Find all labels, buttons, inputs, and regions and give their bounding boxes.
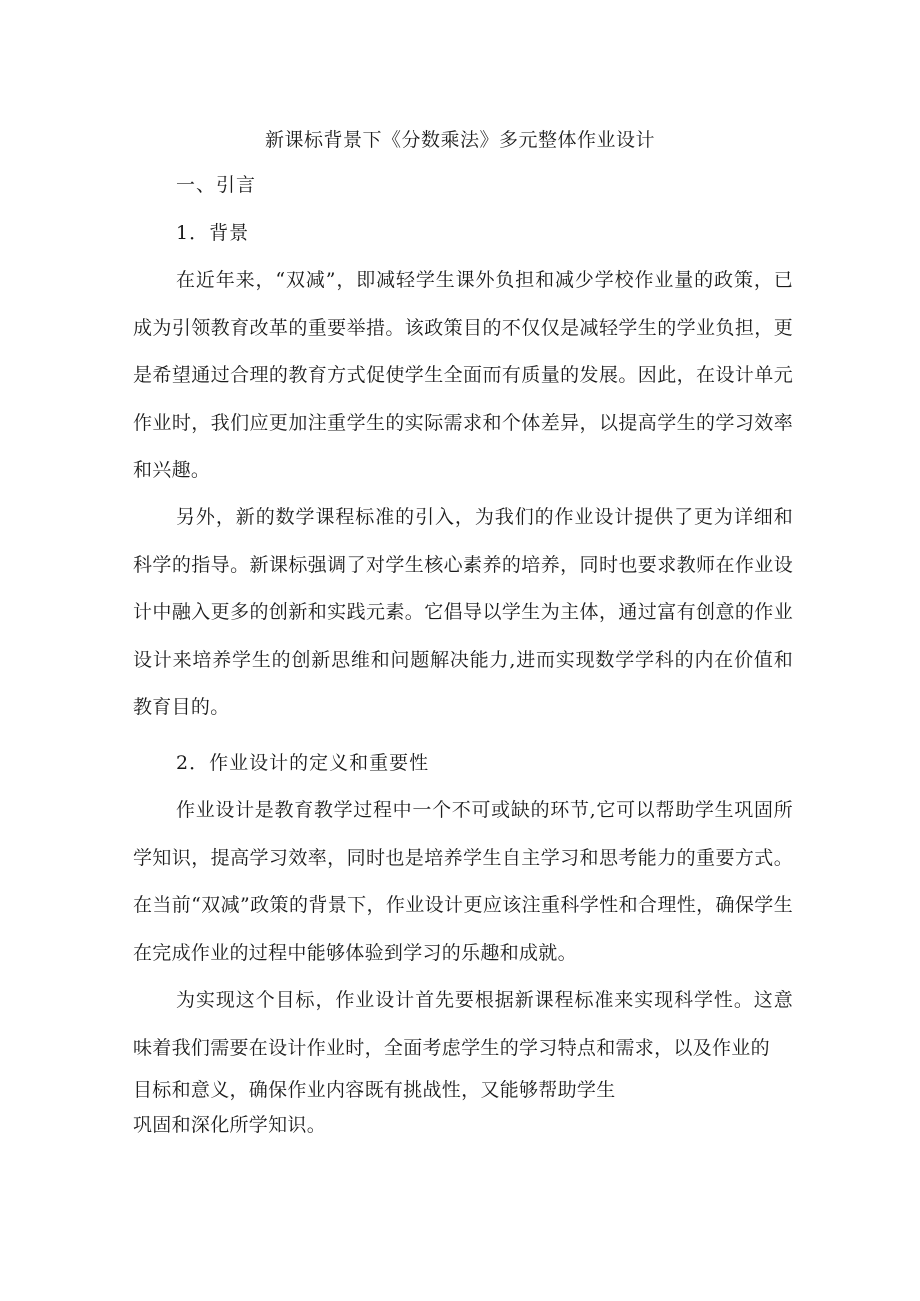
paragraph-definition-1: 作业设计是教育教学过程中一个不可或缺的环节,它可以帮助学生巩固所学知识，提高学习效率，同时也是培养学生自主学习和思考能力的重要方式。在当前“双减”政策的背景下，作业设计更应该注重科学性和合理性，确保学生在完成作业的过程中能够体验到学习的乐趣和成就。 — [133, 799, 793, 964]
paragraph-background-2: 另外，新的数学课程标准的引入，为我们的作业设计提供了更为详细和科学的指导。新课标强调了对学生核心素养的培养，同时也要求教师在作业设计中融入更多的创新和实践元素。它倡导以学生为主体，通过富有创意的作业设计来培养学生的创新思维和问题解决能力,进而实现数学学科的内在价值和教育目的。 — [133, 506, 793, 718]
paragraph-definition-2-line-b: 巩固和深化所学知识。 — [133, 1114, 327, 1136]
document-title: 新课标背景下《分数乘法》多元整体作业设计 — [264, 129, 655, 151]
subsection-heading-definition: 2．作业设计的定义和重要性 — [176, 752, 430, 774]
paragraph-background-1: 在近年来，“双减”，即减轻学生课外负担和减少学校作业量的政策，已成为引领教育改革的重要举措。该政策目的不仅仅是减轻学生的学业负担，更是希望通过合理的教育方式促使学生全面而有质量的发展。因此，在设计单元作业时，我们应更加注重学生的实际需求和个体差异，以提高学生的学习效率和兴趣。 — [133, 269, 793, 481]
subsection-heading-background: 1．背景 — [176, 222, 250, 244]
paragraph-definition-2-line-a: 目标和意义，确保作业内容既有挑战性，又能够帮助学生 — [133, 1079, 616, 1101]
paragraph-definition-2: 为实现这个目标，作业设计首先要根据新课程标准来实现科学性。这意味着我们需要在设计作业时，全面考虑学生的学习特点和需求，以及作业的 — [133, 989, 793, 1059]
section-heading-introduction: 一、引言 — [176, 174, 257, 196]
